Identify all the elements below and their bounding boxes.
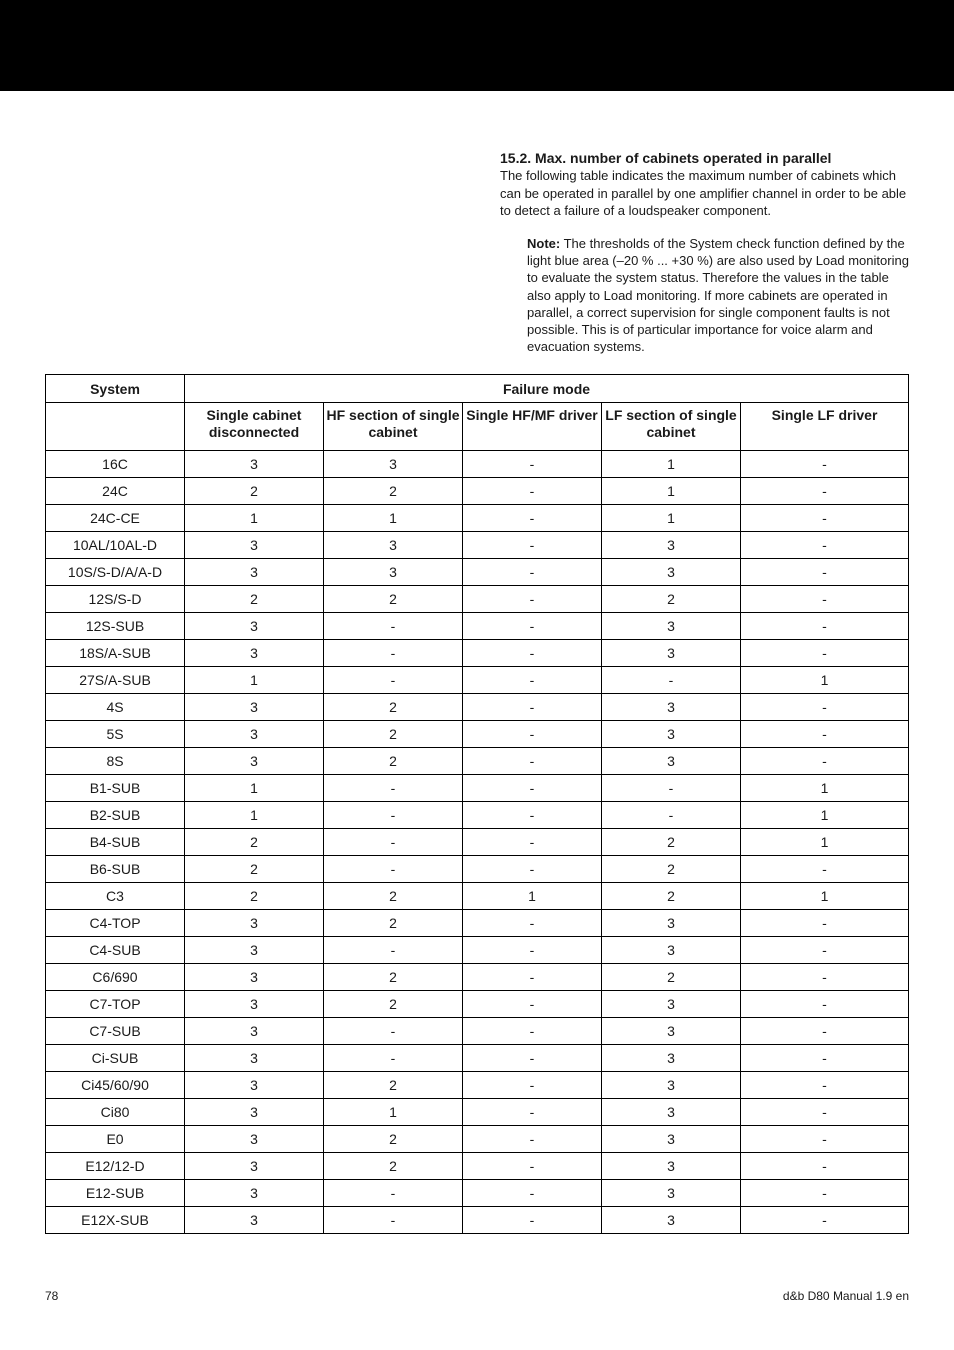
- value-cell: 3: [324, 451, 463, 478]
- system-cell: 4S: [46, 694, 185, 721]
- value-cell: 2: [324, 910, 463, 937]
- value-cell: -: [463, 613, 602, 640]
- value-cell: -: [741, 1018, 909, 1045]
- system-cell: E0: [46, 1126, 185, 1153]
- table-body: [46, 451, 909, 1234]
- value-cell: 3: [185, 1153, 324, 1180]
- table-row: [46, 1072, 909, 1099]
- table-row: [46, 856, 909, 883]
- value-cell: -: [741, 1072, 909, 1099]
- value-cell: -: [741, 1126, 909, 1153]
- value-cell: 3: [602, 1072, 741, 1099]
- value-cell: -: [741, 964, 909, 991]
- value-cell: -: [741, 1153, 909, 1180]
- value-cell: -: [741, 1099, 909, 1126]
- table-row: [46, 1099, 909, 1126]
- value-cell: 2: [602, 964, 741, 991]
- value-cell: 3: [602, 910, 741, 937]
- value-cell: -: [463, 1072, 602, 1099]
- value-cell: -: [463, 937, 602, 964]
- table-row: [46, 1045, 909, 1072]
- value-cell: 1: [602, 451, 741, 478]
- value-cell: -: [463, 1207, 602, 1234]
- system-cell: C7-TOP: [46, 991, 185, 1018]
- value-cell: -: [324, 937, 463, 964]
- value-cell: 1: [185, 775, 324, 802]
- table-row: [46, 883, 909, 910]
- table-row: [46, 802, 909, 829]
- note-text: The thresholds of the System check function defined by the light blue area (–20 % ... +30 %) are also used by Load monitoring to evaluate the system status. Therefore the values in the table also apply to Load monitoring. If more cabinets are operated in parallel, a correct supervision for single component faults is not possible. This is of particular importance for voice alarm and evacuation systems.: [527, 236, 909, 355]
- value-cell: -: [324, 613, 463, 640]
- value-cell: 2: [324, 991, 463, 1018]
- system-cell: Ci-SUB: [46, 1045, 185, 1072]
- table-row: [46, 937, 909, 964]
- table-row: [46, 532, 909, 559]
- value-cell: -: [741, 748, 909, 775]
- value-cell: -: [741, 1045, 909, 1072]
- value-cell: 3: [602, 532, 741, 559]
- value-cell: -: [741, 478, 909, 505]
- cabinet-table: [45, 374, 909, 1234]
- value-cell: -: [602, 775, 741, 802]
- system-cell: B6-SUB: [46, 856, 185, 883]
- value-cell: -: [741, 991, 909, 1018]
- value-cell: 1: [602, 478, 741, 505]
- value-cell: -: [324, 1045, 463, 1072]
- value-cell: -: [324, 775, 463, 802]
- value-cell: -: [463, 694, 602, 721]
- value-cell: -: [463, 910, 602, 937]
- note-paragraph: [527, 235, 912, 355]
- value-cell: -: [741, 694, 909, 721]
- value-cell: 2: [324, 721, 463, 748]
- column-header: Single HF/MF driver: [463, 403, 602, 451]
- value-cell: -: [324, 1018, 463, 1045]
- value-cell: -: [463, 586, 602, 613]
- system-cell: 24C-CE: [46, 505, 185, 532]
- value-cell: 3: [602, 640, 741, 667]
- value-cell: 3: [185, 937, 324, 964]
- value-cell: 3: [602, 1018, 741, 1045]
- value-cell: -: [463, 1045, 602, 1072]
- section-intro: The following table indicates the maximum number of cabinets which can be operated in parallel by one amplifier channel in order to be able to detect a failure of a loudspeaker component.: [500, 168, 907, 218]
- value-cell: -: [463, 1018, 602, 1045]
- value-cell: 3: [185, 532, 324, 559]
- cabinet-table-container: [45, 374, 909, 1234]
- value-cell: 1: [741, 775, 909, 802]
- value-cell: 1: [185, 667, 324, 694]
- value-cell: 2: [324, 883, 463, 910]
- page-number: 78: [45, 1289, 59, 1303]
- value-cell: -: [741, 856, 909, 883]
- value-cell: 1: [185, 802, 324, 829]
- table-row: [46, 478, 909, 505]
- value-cell: 2: [324, 586, 463, 613]
- value-cell: -: [741, 505, 909, 532]
- value-cell: -: [463, 721, 602, 748]
- value-cell: 3: [185, 991, 324, 1018]
- value-cell: 1: [324, 505, 463, 532]
- system-cell: 10AL/10AL-D: [46, 532, 185, 559]
- header-bar: [0, 0, 954, 91]
- value-cell: 2: [324, 1072, 463, 1099]
- value-cell: 3: [324, 532, 463, 559]
- system-cell: C7-SUB: [46, 1018, 185, 1045]
- value-cell: 3: [185, 640, 324, 667]
- value-cell: -: [463, 505, 602, 532]
- value-cell: 3: [602, 937, 741, 964]
- system-cell: E12-SUB: [46, 1180, 185, 1207]
- value-cell: 2: [324, 748, 463, 775]
- value-cell: 3: [185, 910, 324, 937]
- table-row: [46, 586, 909, 613]
- value-cell: 1: [185, 505, 324, 532]
- value-cell: 3: [185, 1072, 324, 1099]
- system-cell: Ci45/60/90: [46, 1072, 185, 1099]
- value-cell: -: [741, 613, 909, 640]
- value-cell: 3: [185, 1099, 324, 1126]
- value-cell: 3: [185, 1045, 324, 1072]
- table-row: [46, 667, 909, 694]
- value-cell: 3: [185, 451, 324, 478]
- value-cell: 2: [324, 478, 463, 505]
- value-cell: -: [741, 532, 909, 559]
- value-cell: 3: [602, 613, 741, 640]
- value-cell: 2: [185, 829, 324, 856]
- table-row: [46, 505, 909, 532]
- system-cell: 12S/S-D: [46, 586, 185, 613]
- failure-mode-header: Failure mode: [185, 375, 909, 403]
- system-cell: 24C: [46, 478, 185, 505]
- value-cell: 3: [185, 964, 324, 991]
- value-cell: 2: [602, 856, 741, 883]
- value-cell: -: [324, 640, 463, 667]
- value-cell: -: [463, 667, 602, 694]
- system-header: System: [46, 375, 185, 403]
- value-cell: -: [741, 910, 909, 937]
- value-cell: 1: [463, 883, 602, 910]
- column-header: HF section of single cabinet: [324, 403, 463, 451]
- value-cell: -: [463, 829, 602, 856]
- value-cell: 3: [602, 1207, 741, 1234]
- table-row: [46, 613, 909, 640]
- value-cell: 3: [185, 1180, 324, 1207]
- value-cell: 3: [602, 991, 741, 1018]
- value-cell: -: [324, 856, 463, 883]
- value-cell: -: [463, 1180, 602, 1207]
- system-cell: B1-SUB: [46, 775, 185, 802]
- value-cell: 1: [324, 1099, 463, 1126]
- value-cell: -: [463, 559, 602, 586]
- value-cell: -: [324, 1207, 463, 1234]
- value-cell: 2: [602, 883, 741, 910]
- value-cell: -: [463, 1153, 602, 1180]
- value-cell: -: [463, 964, 602, 991]
- value-cell: 1: [741, 829, 909, 856]
- value-cell: -: [463, 640, 602, 667]
- column-header: Single LF driver: [741, 403, 909, 451]
- value-cell: -: [324, 829, 463, 856]
- value-cell: 3: [185, 613, 324, 640]
- system-cell: B4-SUB: [46, 829, 185, 856]
- table-header-row: [46, 375, 909, 403]
- value-cell: -: [324, 667, 463, 694]
- system-subheader-empty: [46, 403, 185, 451]
- system-cell: C4-SUB: [46, 937, 185, 964]
- system-cell: B2-SUB: [46, 802, 185, 829]
- value-cell: -: [463, 1099, 602, 1126]
- value-cell: -: [741, 451, 909, 478]
- table-row: [46, 829, 909, 856]
- value-cell: -: [741, 586, 909, 613]
- note-label: Note:: [527, 236, 561, 251]
- value-cell: 3: [602, 694, 741, 721]
- table-subheader-row: [46, 403, 909, 451]
- value-cell: -: [602, 802, 741, 829]
- table-row: [46, 451, 909, 478]
- table-row: [46, 748, 909, 775]
- value-cell: -: [463, 775, 602, 802]
- table-row: [46, 1207, 909, 1234]
- system-cell: 8S: [46, 748, 185, 775]
- value-cell: -: [741, 1207, 909, 1234]
- system-cell: C6/690: [46, 964, 185, 991]
- table-row: [46, 991, 909, 1018]
- manual-name: d&b D80 Manual 1.9 en: [782, 1289, 909, 1303]
- column-header: Single cabinet disconnected: [185, 403, 324, 451]
- value-cell: 2: [324, 1153, 463, 1180]
- value-cell: 3: [602, 1126, 741, 1153]
- system-cell: 10S/S-D/A/A-D: [46, 559, 185, 586]
- value-cell: 2: [324, 694, 463, 721]
- table-row: [46, 1126, 909, 1153]
- value-cell: 3: [185, 1207, 324, 1234]
- value-cell: -: [741, 559, 909, 586]
- value-cell: 2: [324, 964, 463, 991]
- system-cell: C3: [46, 883, 185, 910]
- value-cell: 2: [602, 586, 741, 613]
- value-cell: 2: [185, 478, 324, 505]
- system-cell: C4-TOP: [46, 910, 185, 937]
- table-row: [46, 775, 909, 802]
- value-cell: -: [463, 532, 602, 559]
- table-row: [46, 640, 909, 667]
- system-cell: E12X-SUB: [46, 1207, 185, 1234]
- value-cell: -: [741, 640, 909, 667]
- value-cell: 1: [741, 667, 909, 694]
- value-cell: -: [463, 478, 602, 505]
- system-cell: 27S/A-SUB: [46, 667, 185, 694]
- value-cell: -: [324, 802, 463, 829]
- table-row: [46, 964, 909, 991]
- column-header: LF section of single cabinet: [602, 403, 741, 451]
- value-cell: 1: [741, 802, 909, 829]
- table-row: [46, 559, 909, 586]
- value-cell: 2: [185, 586, 324, 613]
- value-cell: 3: [602, 1180, 741, 1207]
- section-block: [500, 150, 912, 220]
- value-cell: -: [741, 721, 909, 748]
- table-row: [46, 694, 909, 721]
- value-cell: 3: [185, 559, 324, 586]
- value-cell: 3: [602, 1045, 741, 1072]
- table-row: [46, 910, 909, 937]
- value-cell: 2: [185, 856, 324, 883]
- value-cell: 1: [602, 505, 741, 532]
- value-cell: 2: [185, 883, 324, 910]
- value-cell: 3: [185, 721, 324, 748]
- value-cell: 3: [602, 721, 741, 748]
- table-row: [46, 1018, 909, 1045]
- table-row: [46, 1180, 909, 1207]
- value-cell: 3: [602, 748, 741, 775]
- value-cell: -: [741, 1180, 909, 1207]
- value-cell: 2: [602, 829, 741, 856]
- value-cell: -: [324, 1180, 463, 1207]
- system-cell: 18S/A-SUB: [46, 640, 185, 667]
- system-cell: 12S-SUB: [46, 613, 185, 640]
- value-cell: 3: [185, 1126, 324, 1153]
- value-cell: 3: [324, 559, 463, 586]
- value-cell: 3: [185, 694, 324, 721]
- value-cell: -: [463, 802, 602, 829]
- system-cell: Ci80: [46, 1099, 185, 1126]
- value-cell: -: [463, 1126, 602, 1153]
- system-cell: 5S: [46, 721, 185, 748]
- value-cell: -: [463, 748, 602, 775]
- value-cell: -: [741, 937, 909, 964]
- table-row: [46, 721, 909, 748]
- system-cell: E12/12-D: [46, 1153, 185, 1180]
- section-heading: 15.2. Max. number of cabinets operated in parallel: [500, 150, 832, 166]
- system-cell: 16C: [46, 451, 185, 478]
- value-cell: 3: [602, 1153, 741, 1180]
- value-cell: -: [463, 856, 602, 883]
- value-cell: 1: [741, 883, 909, 910]
- value-cell: -: [463, 451, 602, 478]
- value-cell: 3: [602, 1099, 741, 1126]
- value-cell: 3: [185, 1018, 324, 1045]
- value-cell: 2: [324, 1126, 463, 1153]
- value-cell: 3: [185, 748, 324, 775]
- value-cell: -: [602, 667, 741, 694]
- value-cell: -: [463, 991, 602, 1018]
- value-cell: 3: [602, 559, 741, 586]
- table-row: [46, 1153, 909, 1180]
